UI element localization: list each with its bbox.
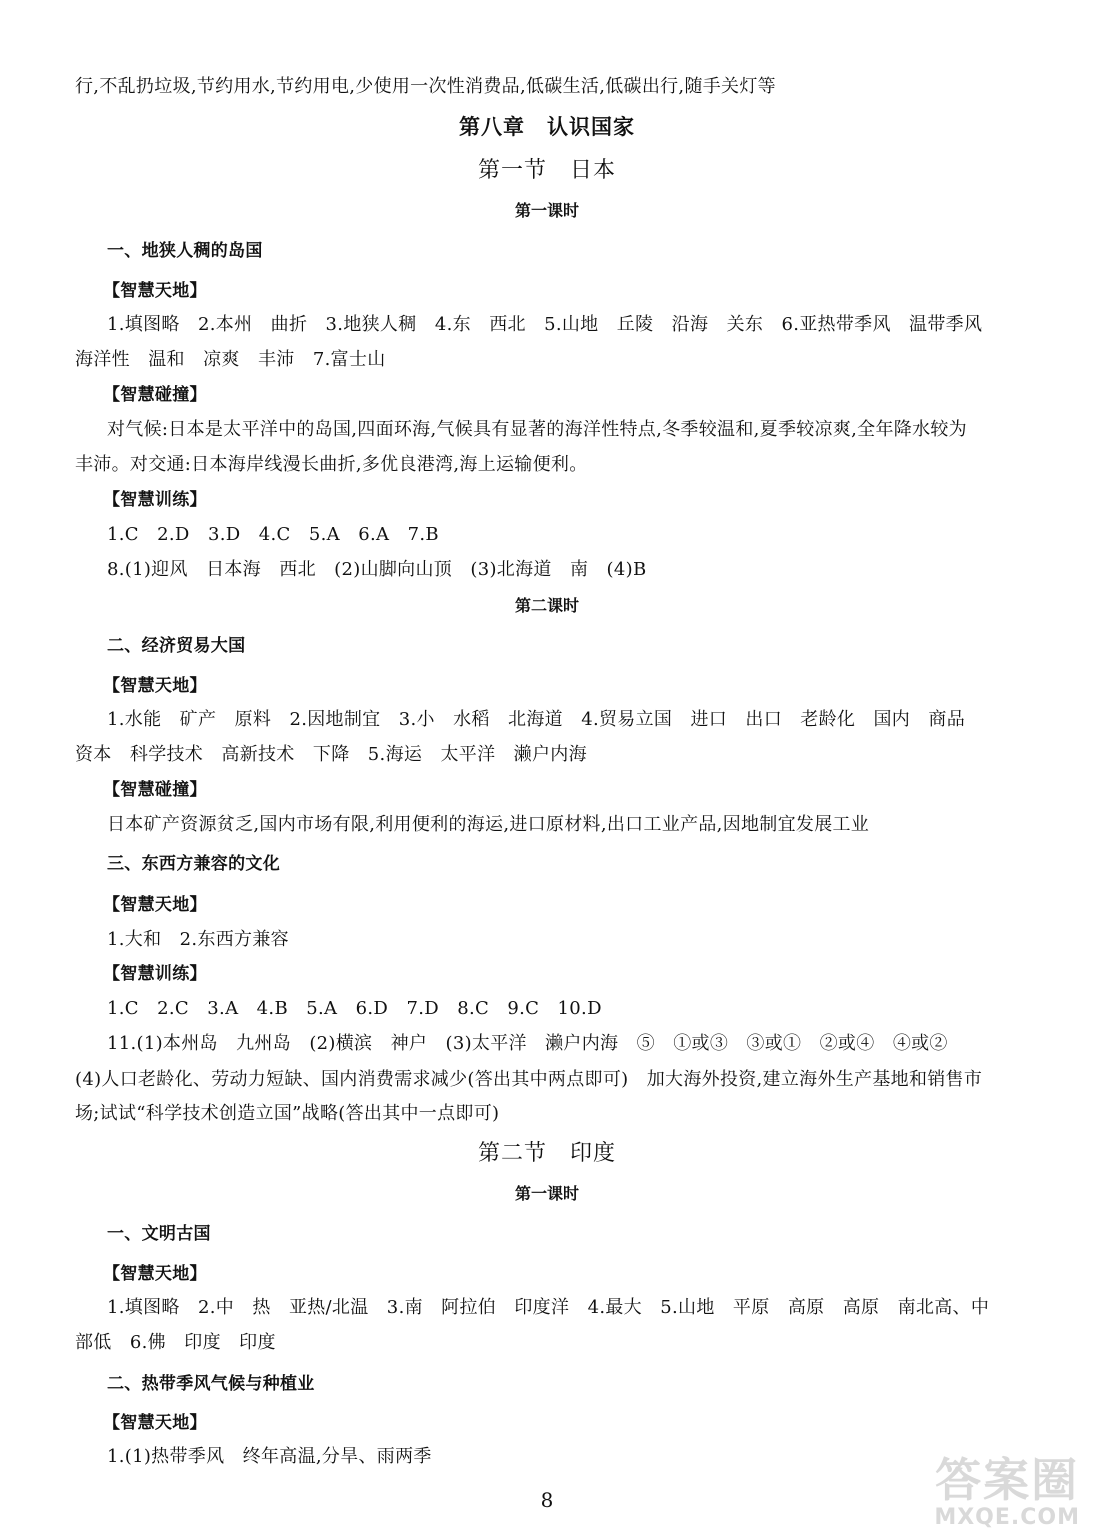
watermark-text: 答案圈 [935,1453,1080,1507]
text-line: 1.(1)热带季风 终年高温,分旱、雨两季 [107,1446,432,1467]
block-tag: 【智慧碰撞】 [103,780,207,800]
text-line: 8.(1)迎风 日本海 西北 (2)山脚向山顶 (3)北海道 南 (4)B [107,559,647,580]
text-line: 1.填图略 2.中 热 亚热/北温 3.南 阿拉伯 印度洋 4.最大 5.山地 平原 高原 高原 南北高、中 [107,1297,990,1318]
text-line: 资本 科学技术 高新技术 下降 5.海运 太平洋 濑户内海 [75,744,587,765]
block-tag: 【智慧天地】 [103,676,207,696]
topic-heading: 二、经济贸易大国 [107,636,246,656]
lesson-title: 第二课时 [514,596,579,615]
text-line: 对气候:日本是太平洋中的岛国,四面环海,气候具有显著的海洋性特点,冬季较温和,夏季较凉爽,全年降水较为 [107,419,967,440]
text-line: 海洋性 温和 凉爽 丰沛 7.富士山 [75,349,386,370]
text-line: 1.C 2.C 3.A 4.B 5.A 6.D 7.D 8.C 9.C 10.D [107,998,602,1019]
topic-heading: 三、东西方兼容的文化 [107,854,280,874]
text-line: 丰沛。对交通:日本海岸线漫长曲折,多优良港湾,海上运输便利。 [75,454,588,475]
lesson-title: 第一课时 [514,201,579,220]
text-line: 1.填图略 2.本州 曲折 3.地狭人稠 4.东 西北 5.山地 丘陵 沿海 关东 6.亚热带季风 温带季风 [107,314,983,335]
topic-heading: 二、热带季风气候与种植业 [107,1374,315,1394]
text-line: 日本矿产资源贫乏,国内市场有限,利用便利的海运,进口原材料,出口工业产品,因地制宜发展工业 [107,814,870,835]
text-line: 场;试试“科学技术创造立国”战略(答出其中一点即可) [75,1103,500,1124]
block-tag: 【智慧天地】 [103,1413,207,1433]
text-line: 部低 6.佛 印度 印度 [75,1332,276,1353]
block-tag: 【智慧天地】 [103,281,207,301]
block-tag: 【智慧碰撞】 [103,385,207,405]
section-title: 第二节 印度 [477,1141,616,1166]
block-tag: 【智慧天地】 [103,895,207,915]
text-line: (4)人口老龄化、劳动力短缺、国内消费需求减少(答出其中两点即可) 加大海外投资,建立海外生产基地和销售市 [75,1069,983,1090]
text-line: 11.(1)本州岛 九州岛 (2)横滨 神户 (3)太平洋 濑户内海 ⑤ ①或③ ③或① ②或④ ④或② [107,1033,948,1054]
lesson-title: 第一课时 [514,1184,579,1203]
text-line: 1.大和 2.东西方兼容 [107,929,289,950]
chapter-title: 第八章 认识国家 [459,115,635,139]
section-title: 第一节 日本 [477,158,616,183]
watermark-url: MXQE.COM [934,1505,1080,1530]
topic-heading: 一、文明古国 [107,1224,211,1244]
block-tag: 【智慧天地】 [103,1264,207,1284]
block-tag: 【智慧训练】 [103,490,207,510]
text-line: 行,不乱扔垃圾,节约用水,节约用电,少使用一次性消费品,低碳生活,低碳出行,随手关灯等 [75,76,776,97]
block-tag: 【智慧训练】 [103,964,207,984]
page-number: 8 [540,1488,554,1512]
topic-heading: 一、地狭人稠的岛国 [107,241,263,261]
text-line: 1.水能 矿产 原料 2.因地制宜 3.小 水稻 北海道 4.贸易立国 进口 出口 老龄化 国内 商品 [107,709,965,730]
text-line: 1.C 2.D 3.D 4.C 5.A 6.A 7.B [107,524,439,545]
watermark-logo [934,1454,1080,1530]
